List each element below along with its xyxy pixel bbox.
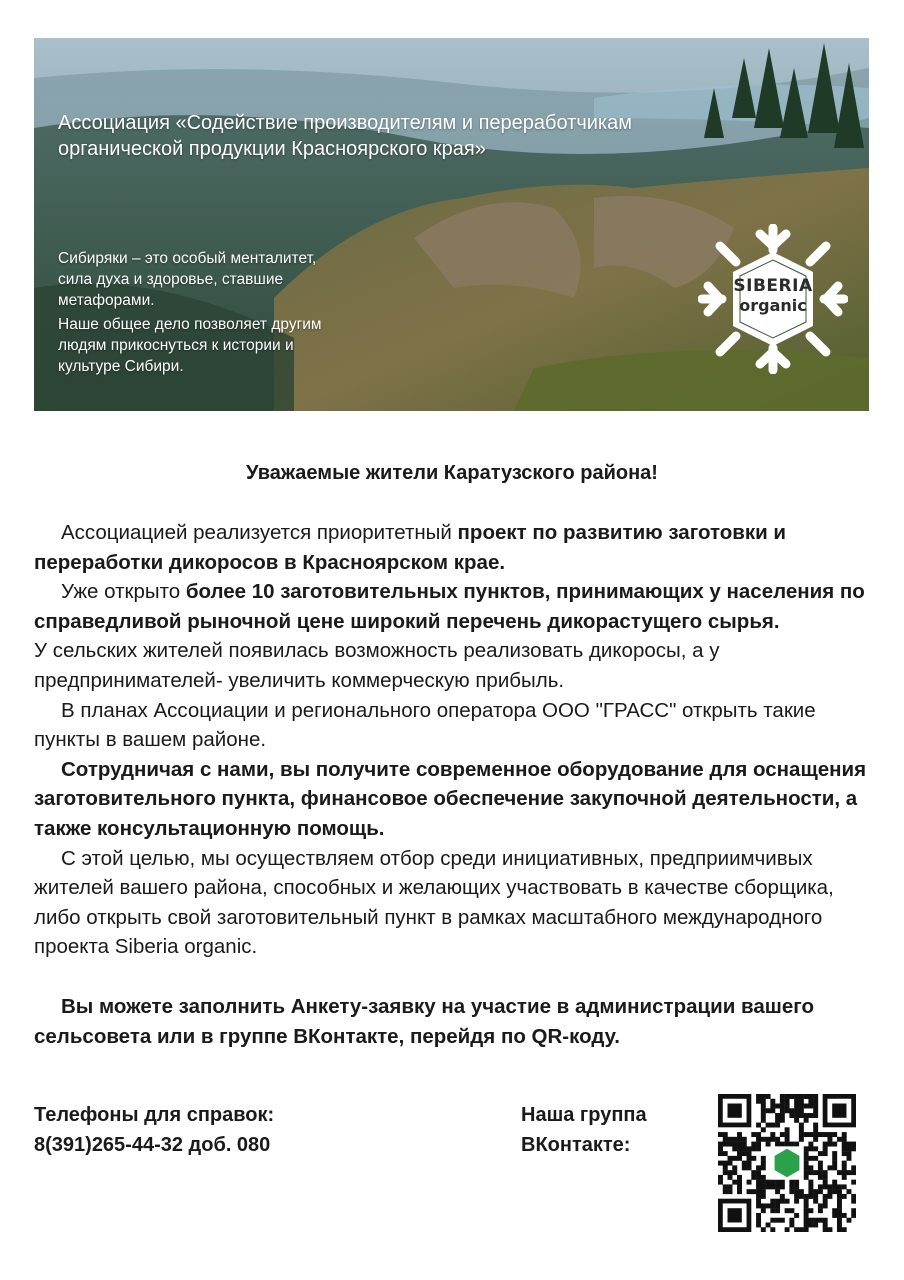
p2-bold: более 10 заготовительных пунктов, принимающих у населения по справедливой рыночной цене широкий перечень дикорастущего сырья.: [34, 580, 865, 633]
p1-normal: Ассоциацией реализуется приоритетный: [61, 521, 458, 544]
phones-block: [34, 1100, 274, 1160]
paragraph-5: [34, 755, 874, 844]
vk-label-line-1: Наша группа: [521, 1104, 647, 1126]
paragraph-4: В планах Ассоциации и регионального оператора ООО "ГРАСС" открыть такие пункты в вашем районе.: [34, 698, 816, 752]
body-text: [34, 518, 874, 1051]
banner-title: Ассоциация «Содействие производителям и переработчикам органической продукции Красноярского края»: [58, 112, 632, 160]
vk-group-block: [521, 1100, 647, 1160]
siberia-organic-logo: [698, 224, 848, 374]
page-heading: Уважаемые жители Каратузского района!: [246, 462, 658, 484]
paragraph-3: У сельских жителей появилась возможность реализовать дикоросы, а у предпринимателей- увеличить коммерческую прибыль.: [34, 639, 720, 692]
header-banner: [34, 38, 869, 411]
phones-label: Телефоны для справок:: [34, 1104, 275, 1126]
quote-line-1: Сибиряки – это особый менталитет, сила духа и здоровье, ставшие метафорами.: [58, 250, 317, 309]
logo-line-2: organic: [739, 296, 807, 315]
quote-line-2: Наше общее дело позволяет другим людям прикоснуться к истории и культуре Сибири.: [58, 316, 322, 375]
banner-quote: [58, 248, 348, 380]
vk-label-line-2: ВКонтакте:: [521, 1134, 631, 1156]
paragraph-7: [34, 992, 874, 1051]
logo-text: [698, 276, 848, 316]
phone-number[interactable]: 8(391)265-44-32 доб. 080: [34, 1134, 271, 1156]
vk-qr-code[interactable]: [718, 1094, 856, 1232]
logo-line-1: SIBERIA: [733, 276, 813, 296]
p5-bold: Сотрудничая с нами, вы получите современное оборудование для оснащения заготовительного пункта, финансовое обеспечение закупочной деятельности, а также консультационную помощь.: [34, 757, 867, 840]
p1-bold: проект по развитию заготовки и переработки дикоросов в Красноярском крае.: [34, 521, 787, 574]
paragraph-2: [34, 577, 874, 636]
p7-bold: Вы можете заполнить Анкету-заявку на участие в администрации вашего сельсовета или в группе ВКонтакте, перейдя по QR-коду.: [34, 994, 815, 1048]
paragraph-1: [34, 518, 874, 577]
qr-code-icon: [718, 1094, 856, 1232]
p2-normal: Уже открыто: [61, 580, 186, 604]
paragraph-6: С этой целью, мы осуществляем отбор среди инициативных, предприимчивых жителей вашего района, способных и желающих участвовать в качестве сборщика, либо открыть свой заготовительный пункт в рамках масштабного международного проекта Siberia organic.: [34, 846, 834, 959]
